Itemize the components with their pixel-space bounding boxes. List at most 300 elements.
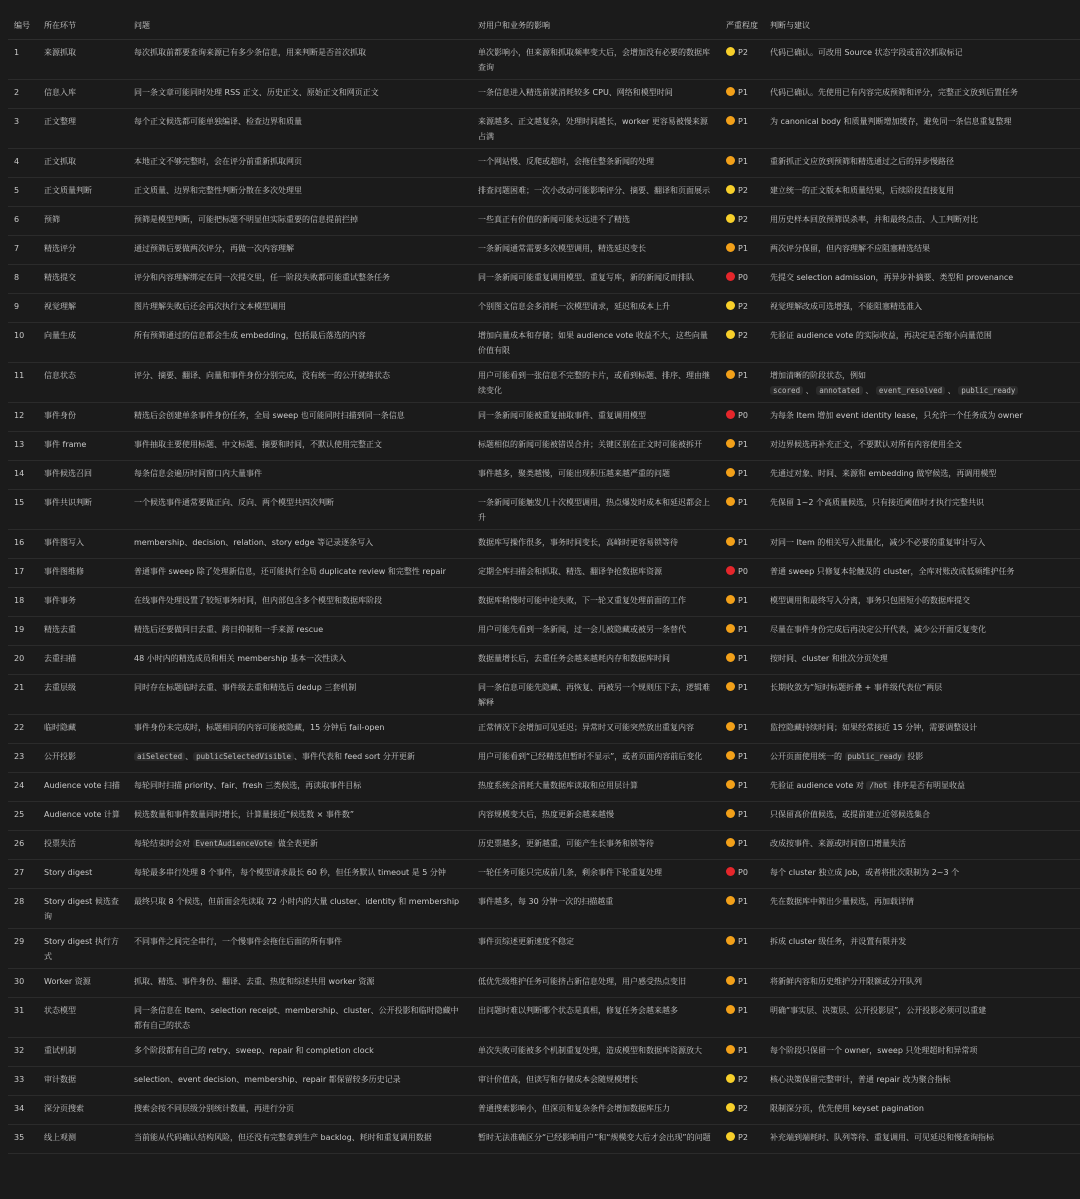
row-number: 15 [8,490,38,530]
row-stage: 临时隐藏 [38,715,128,744]
row-number: 4 [8,149,38,178]
row-number: 28 [8,889,38,929]
severity-dot-icon [726,867,735,876]
severity-label: P2 [738,1075,748,1084]
severity-label: P1 [738,157,748,166]
severity-label: P1 [738,897,748,906]
row-impact: 热度系统会消耗大量数据库读取和应用层计算 [472,773,720,802]
row-impact: 用户可能看到一张信息不完整的卡片，或看到标题、排序、理由继续变化 [472,363,720,403]
row-advice: 代码已确认。先使用已有内容完成预筛和评分，完整正文放到后置任务 [764,80,1080,109]
row-problem: 抓取、精选、事件身份、翻译、去重、热度和综述共用 worker 资源 [128,969,472,998]
row-stage: 状态模型 [38,998,128,1038]
severity-label: P2 [738,215,748,224]
row-stage: 线上观测 [38,1125,128,1154]
row-problem: 普通事件 sweep 除了处理新信息，还可能执行全局 duplicate review 和完整性 repair [128,559,472,588]
row-problem: 事件抽取主要使用标题、中文标题、摘要和时间，不默认使用完整正文 [128,432,472,461]
row-problem: 每轮同时扫描 priority、fair、fresh 三类候选，再读取事件目标 [128,773,472,802]
row-number: 31 [8,998,38,1038]
row-stage: 事件身份 [38,403,128,432]
row-problem: 每轮最多串行处理 8 个事件，每个模型请求最长 60 秒，但任务默认 timeout 是 5 分钟 [128,860,472,889]
row-stage: 视觉理解 [38,294,128,323]
severity-dot-icon [726,537,735,546]
row-impact: 事件越多，每 30 分钟一次的扫描越重 [472,889,720,929]
row-advice: 改成按事件、来源或时间窗口增量失活 [764,831,1080,860]
row-advice: 每个阶段只保留一个 owner，sweep 只处理超时和异常项 [764,1038,1080,1067]
row-number: 19 [8,617,38,646]
issue-table [8,0,1080,1154]
row-problem: 多个阶段都有自己的 retry、sweep、repair 和 completion clock [128,1038,472,1067]
severity-label: P0 [738,411,748,420]
severity-dot-icon [726,47,735,56]
row-number: 35 [8,1125,38,1154]
row-number: 16 [8,530,38,559]
severity-label: P1 [738,810,748,819]
row-impact: 事件越多，聚类越慢，可能出现积压越来越严重的问题 [472,461,720,490]
table-row [8,559,1080,588]
severity-label: P1 [738,440,748,449]
row-problem: 本地正文不够完整时，会在评分前重新抓取网页 [128,149,472,178]
row-problem: 正文质量、边界和完整性判断分散在多次处理里 [128,178,472,207]
severity-dot-icon [726,301,735,310]
row-problem: 搜索会按不同层级分别统计数量，再进行分页 [128,1096,472,1125]
row-impact: 事件页综述更新速度不稳定 [472,929,720,969]
severity-label: P1 [738,683,748,692]
row-severity [720,80,764,109]
severity-label: P1 [738,596,748,605]
row-problem: 预筛是模型判断，可能把标题不明显但实际重要的信息提前拦掉 [128,207,472,236]
row-problem: aiSelected 、 publicSelectedVisible 、事件代表和 feed sort 分开更新 [128,744,472,773]
row-advice: 视觉理解改成可选增强，不能阻塞精选准入 [764,294,1080,323]
severity-label: P1 [738,538,748,547]
row-severity [720,802,764,831]
row-problem: 同一条文章可能同时处理 RSS 正文、历史正文、原始正文和网页正文 [128,80,472,109]
row-stage: 信息状态 [38,363,128,403]
row-stage: 事件 frame [38,432,128,461]
row-severity [720,588,764,617]
row-advice: 长期收敛为“短时标题折叠 + 事件级代表位”两层 [764,675,1080,715]
severity-dot-icon [726,896,735,905]
row-problem: 最终只取 8 个候选，但前面会先读取 72 小时内的大量 cluster、identity 和 membership [128,889,472,929]
table-row [8,773,1080,802]
advice-code: /hot [866,781,890,790]
row-number: 2 [8,80,38,109]
row-advice: 拆成 cluster 级任务，并设置有限并发 [764,929,1080,969]
row-impact: 单次失败可能被多个机制重复处理，造成模型和数据库资源放大 [472,1038,720,1067]
table-row [8,432,1080,461]
problem-code: publicSelectedVisible [193,752,294,761]
row-advice: 按时间、cluster 和批次分页处理 [764,646,1080,675]
row-problem: 每次抓取前都要查询来源已有多少条信息，用来判断是否首次抓取 [128,40,472,80]
row-severity [720,715,764,744]
row-advice: 重新抓正文应放到预筛和精选通过之后的异步慢路径 [764,149,1080,178]
row-number: 32 [8,1038,38,1067]
row-impact: 定期全库扫描会和抓取、精选、翻译争抢数据库资源 [472,559,720,588]
row-stage: Story digest [38,860,128,889]
row-advice: 模型调用和最终写入分离，事务只包围短小的数据库提交 [764,588,1080,617]
row-problem: 通过预筛后要做两次评分，再做一次内容理解 [128,236,472,265]
row-impact: 出问题时难以判断哪个状态是真相，修复任务会越来越多 [472,998,720,1038]
row-severity [720,149,764,178]
advice-text: 增加清晰的阶段状态，例如 [770,371,866,380]
table-row [8,831,1080,860]
table-row [8,323,1080,363]
row-advice: 两次评分保留，但内容理解不应阻塞精选结果 [764,236,1080,265]
row-advice: 补充端到端耗时、队列等待、重复调用、可见延迟和慢查询指标 [764,1125,1080,1154]
row-number: 26 [8,831,38,860]
table-row [8,530,1080,559]
row-impact: 标题相似的新闻可能被错误合并；关键区别在正文时可能被拆开 [472,432,720,461]
row-impact: 内容规模变大后，热度更新会越来越慢 [472,802,720,831]
severity-dot-icon [726,809,735,818]
row-advice: 为每条 Item 增加 event identity lease，只允许一个任务成为 owner [764,403,1080,432]
problem-code: aiSelected [134,752,185,761]
severity-dot-icon [726,214,735,223]
header-severity: 严重程度 [720,0,764,40]
row-advice: 先验证 audience vote 的实际收益，再决定是否缩小向量范围 [764,323,1080,363]
row-impact: 排查问题困难；一次小改动可能影响评分、摘要、翻译和页面展示 [472,178,720,207]
advice-code: public_ready [845,752,905,761]
problem-text: 做全表更新 [277,839,318,848]
severity-dot-icon [726,595,735,604]
header-advice: 判断与建议 [764,0,1080,40]
row-severity [720,403,764,432]
row-severity [720,40,764,80]
row-impact: 数据量增长后，去重任务会越来越耗内存和数据库时间 [472,646,720,675]
severity-label: P1 [738,244,748,253]
row-stage: Worker 资源 [38,969,128,998]
row-severity [720,969,764,998]
row-impact: 正常情况下会增加可见延迟；异常时又可能突然放出重复内容 [472,715,720,744]
row-number: 30 [8,969,38,998]
row-number: 29 [8,929,38,969]
row-stage: 向量生成 [38,323,128,363]
row-advice: 每个 cluster 独立成 Job，或者将批次限制为 2~3 个 [764,860,1080,889]
severity-dot-icon [726,116,735,125]
severity-dot-icon [726,780,735,789]
row-impact: 增加向量成本和存储；如果 audience vote 收益不大，这些向量价值有限 [472,323,720,363]
severity-dot-icon [726,185,735,194]
severity-label: P0 [738,567,748,576]
row-severity [720,646,764,675]
row-advice: 将新鲜内容和历史维护分开限额或分开队列 [764,969,1080,998]
row-advice: 明确“事实层、决策层、公开投影层”，公开投影必须可以重建 [764,998,1080,1038]
severity-label: P1 [738,498,748,507]
problem-text: 每轮结束时会对 [134,839,190,848]
row-number: 1 [8,40,38,80]
row-impact: 用户可能看到“已经精选但暂时不显示”，或者页面内容前后变化 [472,744,720,773]
row-advice: 建立统一的正文版本和质量结果，后续阶段直接复用 [764,178,1080,207]
header-problem: 问题 [128,0,472,40]
row-advice: 先保留 1~2 个高质量候选，只有接近阈值时才执行完整共识 [764,490,1080,530]
severity-dot-icon [726,87,735,96]
severity-dot-icon [726,497,735,506]
row-impact: 一个网站慢、反爬或超时，会拖住整条新闻的处理 [472,149,720,178]
row-stage: 事件共识判断 [38,490,128,530]
severity-dot-icon [726,976,735,985]
row-severity [720,1067,764,1096]
table-row [8,1096,1080,1125]
row-advice: 对同一 Item 的相关写入批量化，减少不必要的重复审计写入 [764,530,1080,559]
severity-dot-icon [726,410,735,419]
row-severity [720,207,764,236]
row-advice: 限制深分页，优先使用 keyset pagination [764,1096,1080,1125]
row-problem: 当前能从代码确认结构风险，但还没有完整拿到生产 backlog、耗时和重复调用数据 [128,1125,472,1154]
row-severity [720,323,764,363]
table-row [8,403,1080,432]
row-problem [128,831,472,860]
row-problem: 不同事件之间完全串行，一个慢事件会拖住后面的所有事件 [128,929,472,969]
table-row [8,265,1080,294]
row-stage: 信息入库 [38,80,128,109]
row-number: 18 [8,588,38,617]
severity-label: P1 [738,88,748,97]
row-stage: 事件图写入 [38,530,128,559]
row-severity [720,617,764,646]
row-severity [720,744,764,773]
table-row [8,617,1080,646]
row-advice: 普通 sweep 只修复本轮触及的 cluster，全库对账改成低频维护任务 [764,559,1080,588]
row-advice: 用历史样本回放预筛误杀率，并和最终点击、人工判断对比 [764,207,1080,236]
row-severity [720,178,764,207]
row-severity [720,889,764,929]
row-severity [720,675,764,715]
row-number: 11 [8,363,38,403]
row-problem: 评分、摘要、翻译、向量和事件身份分别完成，没有统一的公开就绪状态 [128,363,472,403]
row-stage: 精选评分 [38,236,128,265]
table-row [8,744,1080,773]
row-stage: 事件候选召回 [38,461,128,490]
table-row [8,715,1080,744]
severity-dot-icon [726,370,735,379]
severity-label: P1 [738,1006,748,1015]
header-impact: 对用户和业务的影响 [472,0,720,40]
row-problem: 评分和内容理解绑定在同一次提交里，任一阶段失败都可能重试整条任务 [128,265,472,294]
severity-dot-icon [726,156,735,165]
table-row [8,40,1080,80]
row-problem: 图片理解失败后还会再次执行文本模型调用 [128,294,472,323]
row-impact: 用户可能先看到一条新闻，过一会儿被隐藏或被另一条替代 [472,617,720,646]
severity-label: P1 [738,839,748,848]
row-severity [720,1096,764,1125]
row-impact: 数据库写操作很多，事务时间变长，高峰时更容易锁等待 [472,530,720,559]
row-number: 33 [8,1067,38,1096]
severity-dot-icon [726,439,735,448]
advice-code: annotated [816,386,863,395]
row-severity [720,530,764,559]
row-severity [720,1125,764,1154]
row-impact: 一轮任务可能只完成前几条，剩余事件下轮重复处理 [472,860,720,889]
row-advice: 先在数据库中筛出少量候选，再加载详情 [764,889,1080,929]
table-row [8,802,1080,831]
row-stage: Audience vote 计算 [38,802,128,831]
severity-label: P1 [738,723,748,732]
row-stage: 正文抓取 [38,149,128,178]
table-row [8,889,1080,929]
severity-label: P0 [738,868,748,877]
advice-code: event_resolved [876,386,945,395]
row-number: 14 [8,461,38,490]
row-number: 27 [8,860,38,889]
row-problem: 同一条信息在 Item、selection receipt、membership、cluster、公开投影和临时隐藏中都有自己的状态 [128,998,472,1038]
row-advice: 先通过对象、时间、来源和 embedding 做窄候选，再调用模型 [764,461,1080,490]
row-severity [720,831,764,860]
row-advice [764,773,1080,802]
row-stage: 精选提交 [38,265,128,294]
row-advice: 增加清晰的阶段状态，例如 scored 、 annotated 、 event_resolved 、 public_ready [764,363,1080,403]
row-impact: 审计价值高，但读写和存储成本会随规模增长 [472,1067,720,1096]
row-stage: 预筛 [38,207,128,236]
row-number: 23 [8,744,38,773]
severity-label: P1 [738,117,748,126]
row-advice: 监控隐藏持续时间；如果经常接近 15 分钟，需要调整设计 [764,715,1080,744]
severity-label: P2 [738,1133,748,1142]
row-problem: 一个候选事件通常要做正向、反向、两个模型共四次判断 [128,490,472,530]
row-stage: 正文整理 [38,109,128,149]
row-severity [720,1038,764,1067]
table-row [8,1038,1080,1067]
severity-label: P1 [738,625,748,634]
advice-code: scored [770,386,803,395]
row-severity [720,265,764,294]
row-impact: 一条新闻通常需要多次模型调用，精选延迟变长 [472,236,720,265]
row-severity [720,432,764,461]
row-number: 9 [8,294,38,323]
row-impact: 同一条新闻可能重复调用模型、重复写库，新的新闻反而排队 [472,265,720,294]
severity-dot-icon [726,751,735,760]
row-impact: 一条信息进入精选前就消耗较多 CPU、网络和模型时间 [472,80,720,109]
severity-label: P1 [738,371,748,380]
row-advice: 只保留高价值候选，或提前建立近邻候选集合 [764,802,1080,831]
row-problem: 同时存在标题临时去重、事件级去重和精选后 dedup 三套机制 [128,675,472,715]
severity-label: P2 [738,186,748,195]
row-stage: Story digest 执行方式 [38,929,128,969]
row-number: 8 [8,265,38,294]
row-number: 22 [8,715,38,744]
severity-dot-icon [726,468,735,477]
row-advice: 尽量在事件身份完成后再决定公开代表，减少公开面反复变化 [764,617,1080,646]
row-stage: 深分页搜索 [38,1096,128,1125]
row-stage: 投票失活 [38,831,128,860]
row-number: 24 [8,773,38,802]
severity-dot-icon [726,624,735,633]
severity-label: P1 [738,469,748,478]
row-number: 21 [8,675,38,715]
row-stage: 精选去重 [38,617,128,646]
severity-dot-icon [726,1074,735,1083]
row-problem: 在线事件处理设置了较短事务时间，但内部包含多个模型和数据库阶段 [128,588,472,617]
row-impact: 普通搜索影响小，但深页和复杂条件会增加数据库压力 [472,1096,720,1125]
table-row [8,588,1080,617]
severity-dot-icon [726,272,735,281]
advice-text: 排序是否有明显收益 [893,781,966,790]
table-header [8,0,1080,40]
row-advice: 对边界候选再补充正文，不要默认对所有内容使用全文 [764,432,1080,461]
advice-text: 投影 [907,752,924,761]
row-severity [720,860,764,889]
table-body [8,40,1080,1154]
row-problem: 每个正文候选都可能单独编译、检查边界和质量 [128,109,472,149]
table-row [8,363,1080,403]
row-severity [720,490,764,530]
row-stage: 事件图维修 [38,559,128,588]
row-stage: 事件事务 [38,588,128,617]
severity-dot-icon [726,1132,735,1141]
row-number: 10 [8,323,38,363]
row-severity [720,109,764,149]
advice-code: public_ready [958,386,1018,395]
severity-label: P2 [738,48,748,57]
row-number: 5 [8,178,38,207]
table-row [8,149,1080,178]
row-severity [720,773,764,802]
severity-dot-icon [726,330,735,339]
row-stage: Audience vote 扫描 [38,773,128,802]
row-stage: 正文质量判断 [38,178,128,207]
row-impact: 同一条新闻可能被重复抽取事件、重复调用模型 [472,403,720,432]
row-advice: 先提交 selection admission，再异步补摘要、类型和 provenance [764,265,1080,294]
row-advice: 代码已确认。可改用 Source 状态字段或首次抓取标记 [764,40,1080,80]
row-stage: 重试机制 [38,1038,128,1067]
row-stage: 公开投影 [38,744,128,773]
severity-dot-icon [726,722,735,731]
row-problem: 事件身份未完成时，标题相同的内容可能被隐藏，15 分钟后 fail-open [128,715,472,744]
row-stage: 去重层级 [38,675,128,715]
table-row [8,646,1080,675]
table-row [8,1067,1080,1096]
row-impact: 单次影响小，但来源和抓取频率变大后，会增加没有必要的数据库查询 [472,40,720,80]
row-number: 20 [8,646,38,675]
severity-label: P1 [738,977,748,986]
table-row [8,998,1080,1038]
row-number: 17 [8,559,38,588]
severity-dot-icon [726,1005,735,1014]
severity-label: P2 [738,1104,748,1113]
row-number: 34 [8,1096,38,1125]
severity-dot-icon [726,1045,735,1054]
table-row [8,236,1080,265]
row-severity [720,294,764,323]
row-problem: 候选数量和事件数量同时增长，计算量接近“候选数 × 事件数” [128,802,472,831]
table-row [8,860,1080,889]
table-row [8,294,1080,323]
row-stage: Story digest 候选查询 [38,889,128,929]
row-severity [720,929,764,969]
table-row [8,80,1080,109]
row-number: 12 [8,403,38,432]
row-advice: 为 canonical body 和质量判断增加缓存，避免同一条信息重复整理 [764,109,1080,149]
severity-label: P1 [738,752,748,761]
table-row [8,1125,1080,1154]
row-stage: 来源抓取 [38,40,128,80]
row-number: 25 [8,802,38,831]
severity-dot-icon [726,1103,735,1112]
row-stage: 审计数据 [38,1067,128,1096]
row-impact: 一些真正有价值的新闻可能永远进不了精选 [472,207,720,236]
row-problem: 精选后会创建单条事件身份任务，全局 sweep 也可能同时扫描到同一条信息 [128,403,472,432]
row-problem: 所有预筛通过的信息都会生成 embedding，包括最后落选的内容 [128,323,472,363]
row-number: 3 [8,109,38,149]
row-severity [720,363,764,403]
problem-tail: 、事件代表和 feed sort 分开更新 [293,752,415,761]
row-number: 7 [8,236,38,265]
row-severity [720,998,764,1038]
severity-label: P1 [738,781,748,790]
row-stage: 去重扫描 [38,646,128,675]
severity-dot-icon [726,682,735,691]
header-num: 编号 [8,0,38,40]
row-severity [720,461,764,490]
row-severity [720,559,764,588]
